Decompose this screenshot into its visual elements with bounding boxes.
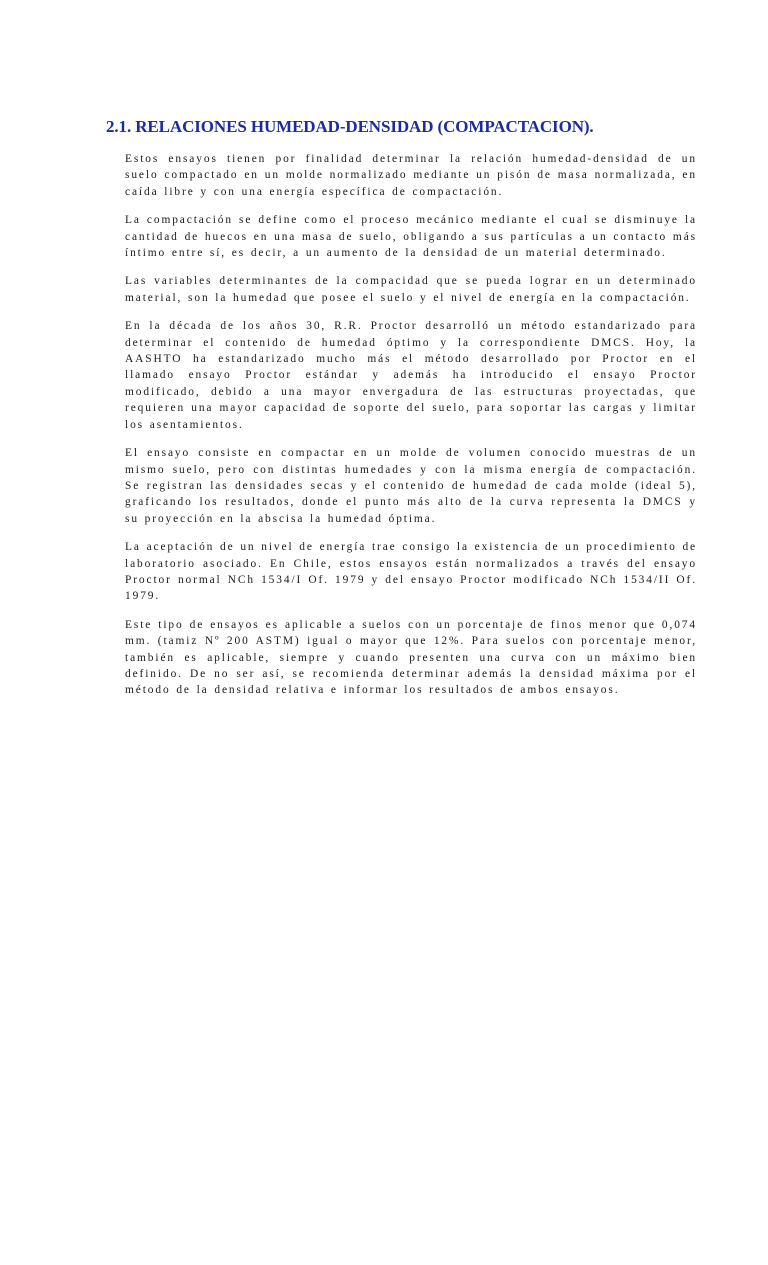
section-body bbox=[125, 151, 697, 711]
paragraph-variables: Las variables determinantes de la compacidad que se pueda lograr en un determinado material, son la humedad que posee el suelo y el nivel de energía en la compactación. bbox=[125, 275, 697, 304]
paragraph-applicability: Este tipo de ensayos es aplicable a suelos con un porcentaje de finos menor que 0,074 mm. (tamiz Nº 200 ASTM) igual o mayor que 12%. Para suelos con porcentaje menor, también es aplicable, siempre y cuando presenten una curva con un máximo bien definido. De no ser así, se recomienda determinar además la densidad máxima por el método de la densidad relativa e informar los resultados de ambos ensayos. bbox=[125, 618, 697, 697]
paragraph-standards: La aceptación de un nivel de energía trae consigo la existencia de un procedimiento de laboratorio asociado. En Chile, estos ensayos están normalizados a través del ensayo Proctor normal NCh 1534/I Of. 1979 y del ensayo Proctor modificado NCh 1534/II Of. 1979. bbox=[125, 541, 697, 603]
paragraph-procedure: El ensayo consiste en compactar en un molde de volumen conocido muestras de un mismo suelo, pero con distintas humedades y con la misma energía de compactación. Se registran las densidades secas y el contenido de humedad de cada molde (ideal 5), graficando los resultados, donde el punto más alto de la curva representa la DMCS y su proyección en la abscisa la humedad óptima. bbox=[125, 447, 697, 525]
paragraph-definition: La compactación se define como el proceso mecánico mediante el cual se disminuye la cantidad de huecos en una masa de suelo, obligando a sus partículas a un contacto más íntimo entre sí, es decir, a un aumento de la densidad de un material determinado. bbox=[125, 214, 697, 260]
section-heading: 2.1. RELACIONES HUMEDAD-DENSIDAD (COMPACTACION). bbox=[106, 117, 594, 136]
paragraph-purpose: Estos ensayos tienen por finalidad determinar la relación humedad-densidad de un suelo compactado en un molde normalizado mediante un pisón de masa normalizada, en caída libre y con una energía específica de compactación. bbox=[125, 153, 697, 198]
paragraph-history: En la década de los años 30, R.R. Proctor desarrolló un método estandarizado para determinar el contenido de humedad óptimo y la correspondiente DMCS. Hoy, la AASHTO ha estandarizado mucho más el método desarrollado por Proctor en el llamado ensayo Proctor estándar y además ha introducido el ensayo Proctor modificado, debido a una mayor envergadura de las estructuras proyectadas, que requieren una mayor capacidad de soporte del suelo, para soportar las cargas y limitar los asentamientos. bbox=[125, 320, 697, 431]
